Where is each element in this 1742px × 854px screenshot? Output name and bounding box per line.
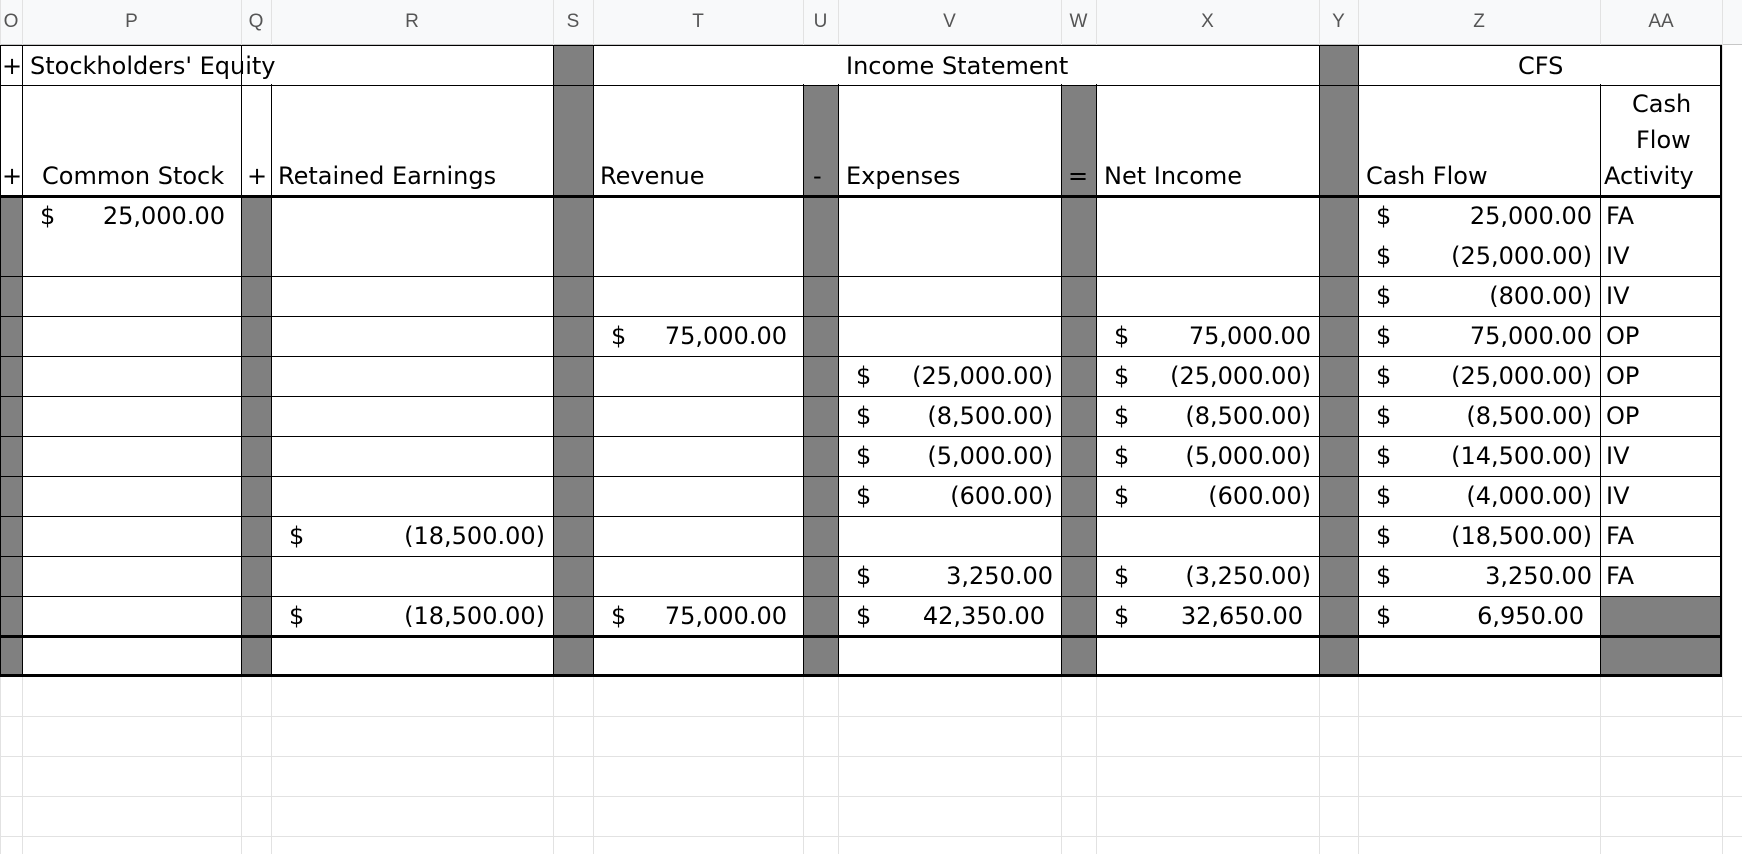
table-border [0,396,1722,397]
cash-flow-activity-cell[interactable]: FA [1606,522,1635,550]
expenses-cell-currency: $ [856,362,872,390]
retained-earnings-cell[interactable]: (18,500.00) [404,522,545,550]
table-border [1319,45,1320,676]
column-header-y[interactable]: Y [1332,11,1345,32]
table-border [0,276,1722,277]
net-income-cell-currency: $ [1114,562,1130,590]
column-header-w[interactable]: W [1069,11,1088,32]
net-income-total[interactable]: 32,650.00 [1180,602,1303,630]
cash-flow-cell[interactable]: (800.00) [1489,282,1592,310]
table-border [0,596,1722,597]
cash-flow-cell-currency: $ [1376,482,1392,510]
table-border [1720,45,1722,676]
cash-flow-cell-currency: $ [1376,362,1392,390]
cash-flow-cell[interactable]: (8,500.00) [1466,402,1592,430]
column-header-u[interactable]: U [813,11,828,32]
retained-earnings-total-currency: $ [289,602,305,630]
cash-flow-cell-currency: $ [1376,522,1392,550]
expenses-cell[interactable]: (25,000.00) [912,362,1053,390]
net-income-total-currency: $ [1114,602,1130,630]
table-border [0,316,1722,317]
expenses-cell[interactable]: (8,500.00) [927,402,1053,430]
table-border [0,356,1722,357]
net-income-cell-currency: $ [1114,402,1130,430]
net-income-cell-currency: $ [1114,362,1130,390]
net-income-cell[interactable]: (5,000.00) [1185,442,1311,470]
column-header-v[interactable]: V [943,11,956,32]
cash-flow-activity-cell[interactable]: OP [1606,362,1640,390]
revenue-header[interactable]: Revenue [600,162,705,190]
gridline-vertical [1722,0,1723,854]
gridline-horizontal [0,716,1742,717]
column-header-s[interactable]: S [566,11,580,32]
net-income-cell-currency: $ [1114,322,1130,350]
header-minus[interactable]: - [813,162,822,190]
cash-flow-activity-header-line3[interactable]: Activity [1604,162,1694,190]
net-income-header[interactable]: Net Income [1104,162,1243,190]
table-border [0,85,1722,86]
table-border [593,45,594,676]
net-income-cell[interactable]: (3,250.00) [1185,562,1311,590]
table-border [0,436,1722,437]
cash-flow-header[interactable]: Cash Flow [1366,162,1488,190]
expenses-cell[interactable]: 3,250.00 [946,562,1053,590]
cash-flow-activity-cell[interactable]: FA [1606,562,1635,590]
gridline-horizontal [0,756,1742,757]
cfs-header[interactable]: CFS [1518,52,1564,80]
cash-flow-cell-currency: $ [1376,402,1392,430]
expenses-cell[interactable]: (5,000.00) [927,442,1053,470]
cash-flow-cell[interactable]: 25,000.00 [1469,202,1592,230]
cash-flow-cell-currency: $ [1376,242,1392,270]
column-header-x[interactable]: X [1201,11,1214,32]
stockholders-equity-header[interactable]: Stockholders' Equity [30,52,276,80]
cash-flow-cell-currency: $ [1376,562,1392,590]
net-income-cell[interactable]: (8,500.00) [1185,402,1311,430]
cash-flow-activity-cell[interactable]: IV [1606,482,1630,510]
cash-flow-total[interactable]: 6,950.00 [1477,602,1584,630]
table-border [0,556,1722,557]
common-stock-header[interactable]: Common Stock [42,162,225,190]
cash-flow-cell[interactable]: 3,250.00 [1485,562,1592,590]
cash-flow-cell-currency: $ [1376,282,1392,310]
cash-flow-activity-cell[interactable]: OP [1606,402,1640,430]
column-header-o[interactable]: O [3,11,19,32]
separator-column [553,45,593,676]
retained-earnings-total[interactable]: (18,500.00) [404,602,545,630]
cash-flow-cell-currency: $ [1376,202,1392,230]
cash-flow-cell-currency: $ [1376,442,1392,470]
expenses-cell-currency: $ [856,442,872,470]
column-header-t[interactable]: T [692,11,704,32]
retained-earnings-header[interactable]: Retained Earnings [278,162,497,190]
income-statement-header[interactable]: Income Statement [846,52,1069,80]
revenue-total-currency: $ [611,602,627,630]
gridline-horizontal [0,796,1742,797]
common-stock-cell[interactable]: 25,000.00 [102,202,225,230]
cash-flow-cell-currency: $ [1376,322,1392,350]
header-equals[interactable]: = [1068,162,1089,190]
merged-cell [242,46,553,84]
cash-flow-cell[interactable]: (4,000.00) [1466,482,1592,510]
retained-earnings-cell-currency: $ [289,522,305,550]
header-plus-re[interactable]: + [247,162,268,190]
table-bottom-border [0,674,1722,677]
table-border [1600,45,1601,676]
cash-flow-cell[interactable]: (25,000.00) [1451,242,1592,270]
column-header-r[interactable]: R [405,11,419,32]
table-border [553,45,554,676]
cash-flow-activity-header-line1[interactable]: Cash [1632,90,1692,118]
expenses-total[interactable]: 42,350.00 [922,602,1045,630]
table-border [0,45,1,676]
cash-flow-activity-cell[interactable]: IV [1606,442,1630,470]
cash-flow-cell[interactable]: (25,000.00) [1451,362,1592,390]
cash-flow-activity-header-line2[interactable]: Flow [1636,126,1691,154]
column-header-z[interactable]: Z [1473,11,1485,32]
table-border [0,516,1722,517]
table-border [803,45,804,676]
table-border [1061,45,1062,676]
expenses-cell-currency: $ [856,402,872,430]
table-border [271,45,272,676]
expenses-cell-currency: $ [856,562,872,590]
column-header-q[interactable]: Q [248,11,264,32]
revenue-total[interactable]: 75,000.00 [664,602,787,630]
net-income-cell-currency: $ [1114,442,1130,470]
separator-column [1319,45,1358,676]
cash-flow-total-currency: $ [1376,602,1392,630]
expenses-cell[interactable]: (600.00) [950,482,1053,510]
expenses-total-currency: $ [856,602,872,630]
expenses-header[interactable]: Expenses [846,162,961,190]
expenses-cell-currency: $ [856,482,872,510]
cash-flow-activity-cell[interactable]: FA [1606,202,1635,230]
revenue-cell[interactable]: 75,000.00 [664,322,787,350]
net-income-cell[interactable]: 75,000.00 [1188,322,1311,350]
cash-flow-cell[interactable]: (14,500.00) [1451,442,1592,470]
net-income-cell[interactable]: (25,000.00) [1170,362,1311,390]
cash-flow-cell[interactable]: (18,500.00) [1451,522,1592,550]
header-plus-cs[interactable]: + [2,162,23,190]
revenue-cell-currency: $ [611,322,627,350]
cash-flow-activity-cell[interactable]: IV [1606,282,1630,310]
header-plus-left[interactable]: + [2,52,23,80]
cash-flow-cell[interactable]: 75,000.00 [1469,322,1592,350]
cash-flow-activity-cell[interactable]: OP [1606,322,1640,350]
header-bottom-border [0,195,1722,198]
net-income-cell[interactable]: (600.00) [1208,482,1311,510]
table-border [241,45,242,676]
column-header-p[interactable]: P [125,11,138,32]
cash-flow-activity-cell[interactable]: IV [1606,242,1630,270]
totals-bottom-border [0,635,1722,638]
gridline-horizontal [0,836,1742,837]
column-header-aa[interactable]: AA [1648,11,1674,32]
table-border [0,476,1722,477]
net-income-cell-currency: $ [1114,482,1130,510]
common-stock-cell-currency: $ [40,202,56,230]
